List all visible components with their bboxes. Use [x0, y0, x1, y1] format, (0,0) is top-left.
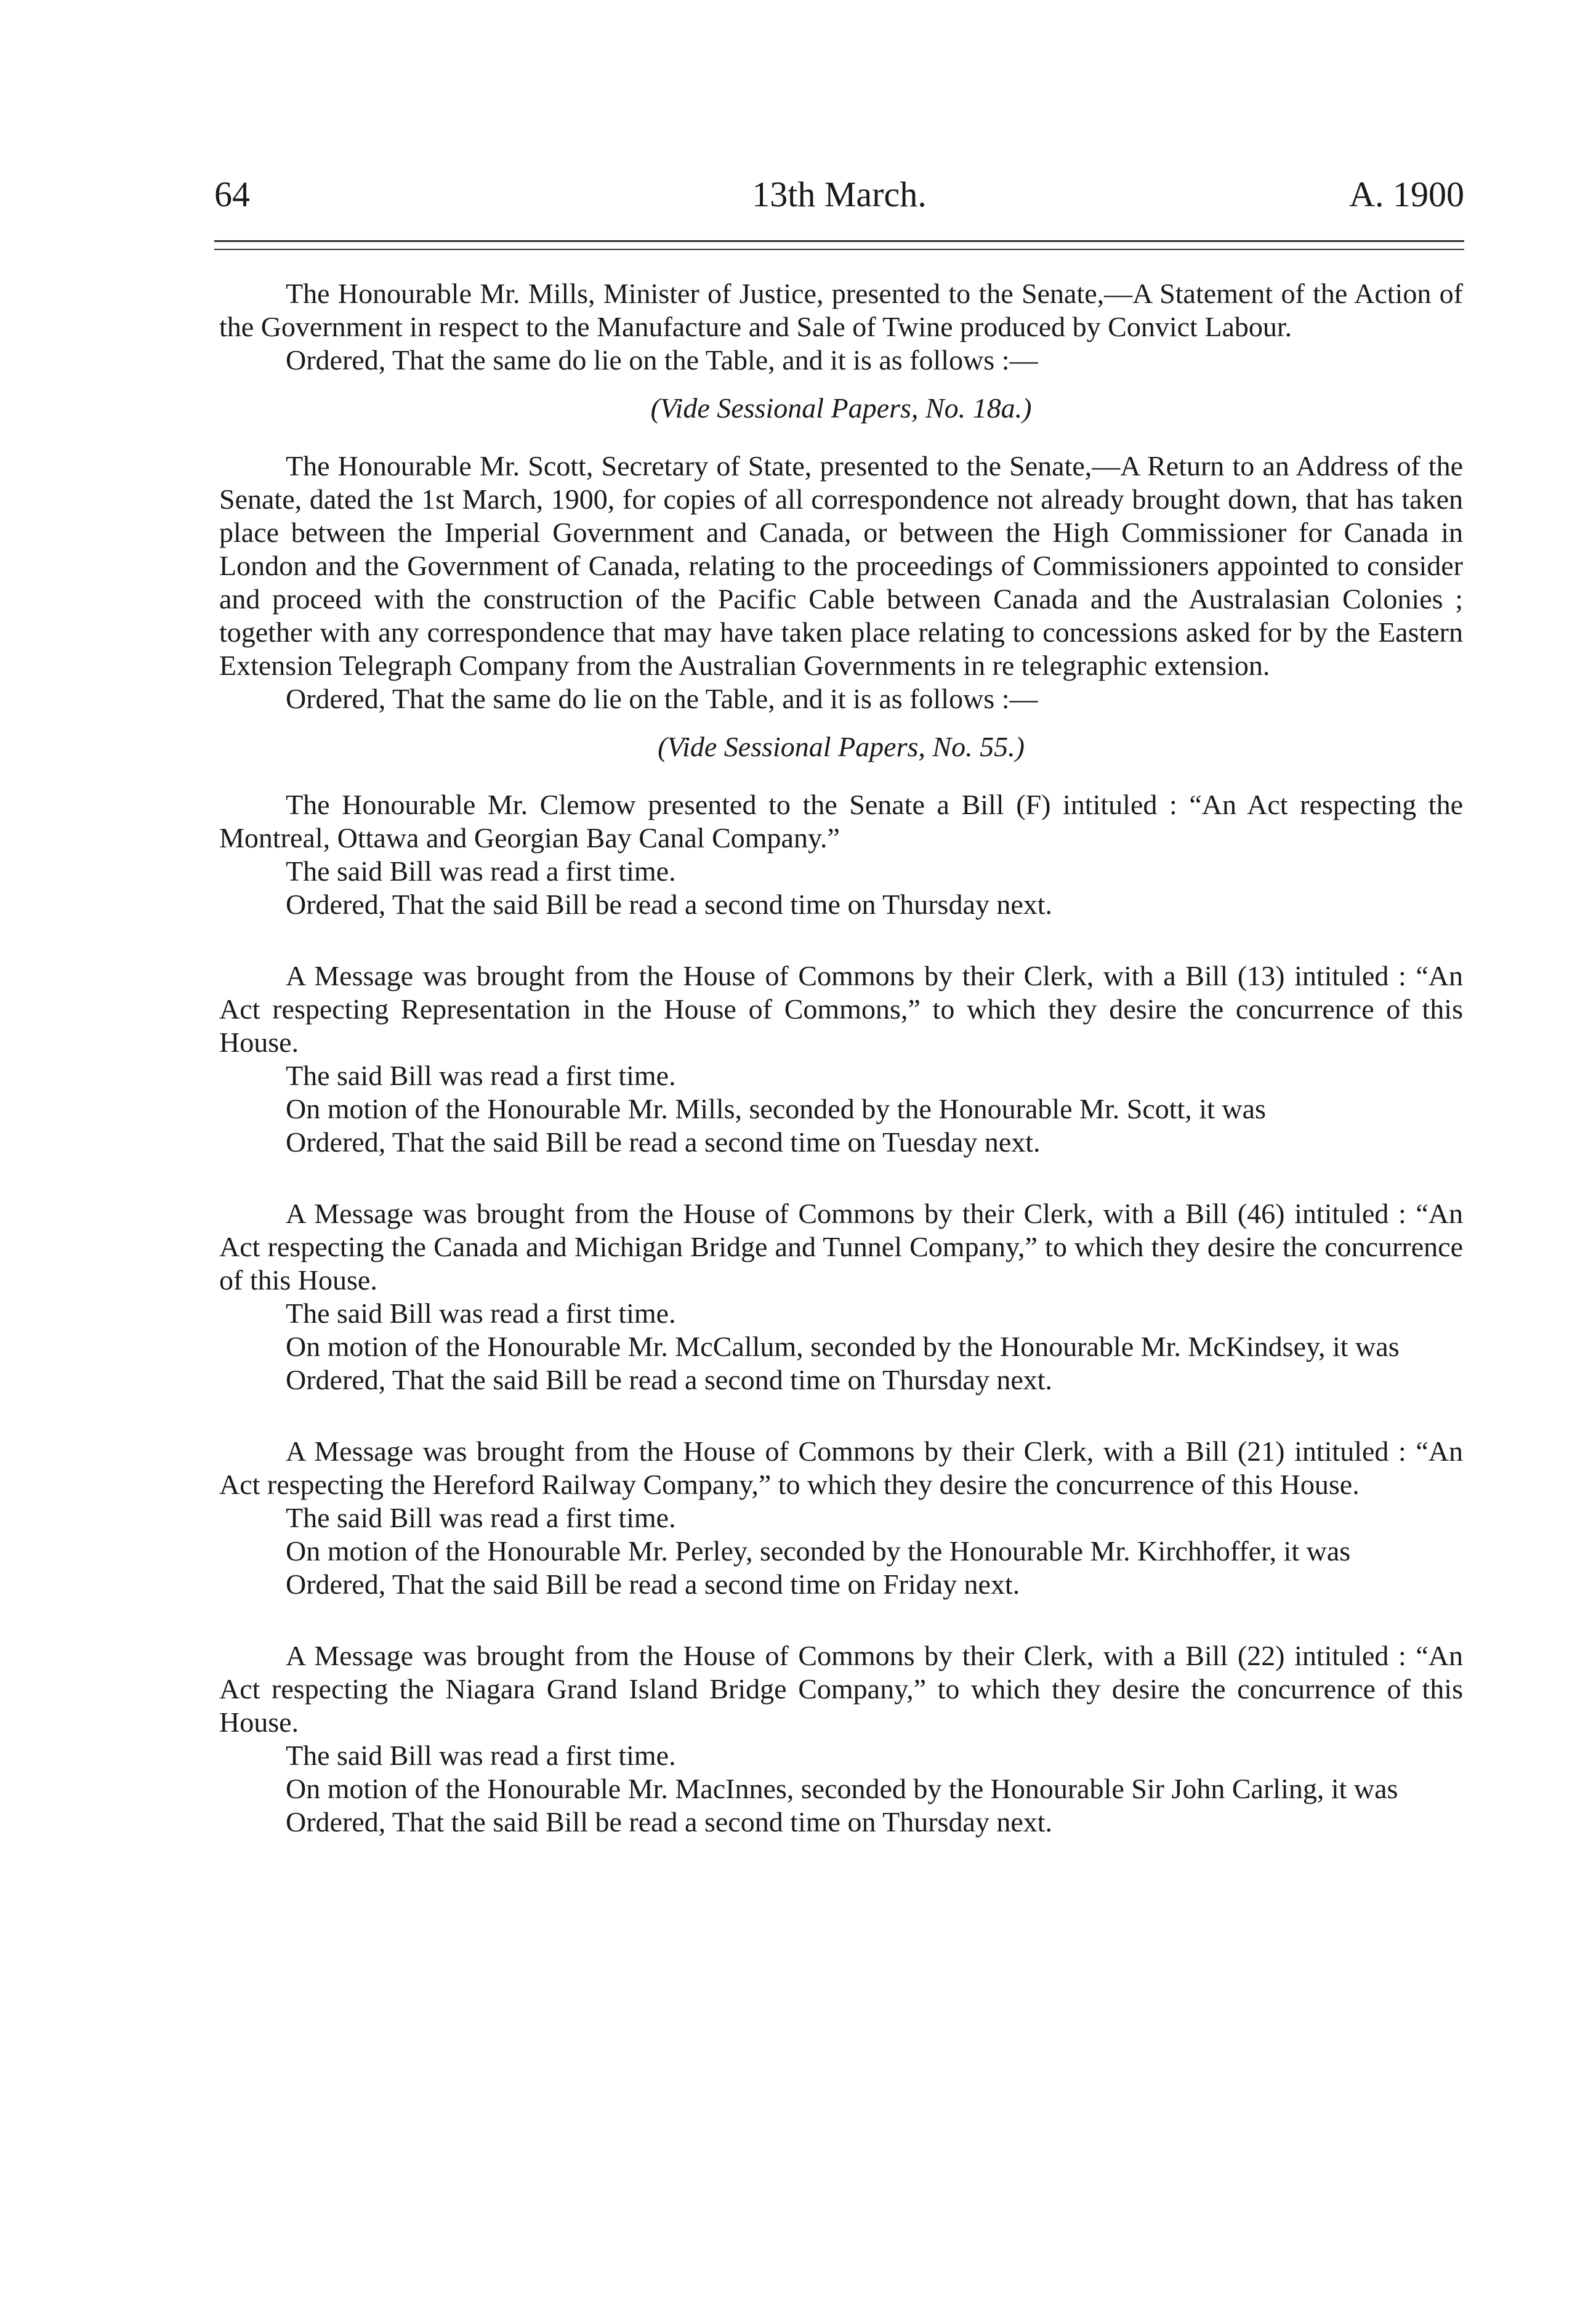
- entry-paragraph: Ordered, That the said Bill be read a second time on Tuesday next.: [286, 1126, 1041, 1158]
- entry-paragraph: A Message was brought from the House of Commons by their Clerk, with a Bill (46) intituled : “An Act respecting the Canada and Michigan Bridge and Tunnel Company,” to which they desire the concurrence of this House.: [219, 1198, 1463, 1296]
- page-date: 13th March.: [752, 174, 927, 214]
- entry-paragraph: Ordered, That the said Bill be read a second time on Friday next.: [286, 1568, 1020, 1600]
- entry-paragraph: A Message was brought from the House of Commons by their Clerk, with a Bill (13) intituled : “An Act respecting Representation in the House of Commons,” to which they desire the concurrence of this House.: [219, 960, 1463, 1058]
- page-number: 64: [214, 174, 250, 214]
- page-year: A. 1900: [1349, 174, 1464, 214]
- sessional-papers-reference: (Vide Sessional Papers, No. 18a.): [650, 392, 1032, 424]
- entry-paragraph: On motion of the Honourable Mr. Mills, seconded by the Honourable Mr. Scott, it was: [286, 1093, 1266, 1124]
- entry-paragraph: The said Bill was read a first time.: [286, 1060, 676, 1091]
- entry-paragraph: A Message was brought from the House of Commons by their Clerk, with a Bill (22) intituled : “An Act respecting the Niagara Grand Island Bridge Company,” to which they desire the concurrence of this House.: [219, 1640, 1463, 1738]
- entry-paragraph: The said Bill was read a first time.: [286, 1740, 676, 1771]
- page-header: [214, 170, 1464, 219]
- sessional-papers-reference: (Vide Sessional Papers, No. 55.): [658, 731, 1025, 762]
- entry-paragraph: The Honourable Mr. Mills, Minister of Justice, presented to the Senate,—A Statement of the Action of the Government in respect to the Manufacture and Sale of Twine produced by Convict Labour.: [219, 278, 1463, 342]
- entry-paragraph: On motion of the Honourable Mr. McCallum, seconded by the Honourable Mr. McKindsey, it was: [286, 1331, 1400, 1362]
- entry-paragraph: The said Bill was read a first time.: [286, 1298, 676, 1329]
- entry-paragraph: The said Bill was read a first time.: [286, 855, 676, 887]
- entry-paragraph: Ordered, That the said Bill be read a second time on Thursday next.: [286, 1364, 1053, 1395]
- entry-paragraph: Ordered, That the same do lie on the Table, and it is as follows :—: [286, 344, 1038, 376]
- entry-paragraph: The said Bill was read a first time.: [286, 1502, 676, 1533]
- journal-body: [219, 277, 1463, 1839]
- entry-paragraph: Ordered, That the said Bill be read a second time on Thursday next.: [286, 1806, 1053, 1838]
- header-rule-top: [214, 240, 1464, 242]
- entry-paragraph: Ordered, That the same do lie on the Table, and it is as follows :—: [286, 683, 1038, 714]
- entry-paragraph: The Honourable Mr. Scott, Secretary of State, presented to the Senate,—A Return to an Address of the Senate, dated the 1st March, 1900, for copies of all correspondence not already brought down, that has taken place between the Imperial Government and Canada, or between the High Commissioner for Canada in London and the Government of Canada, relating to the proceedings of Commissioners appointed to consider and proceed with the construction of the Pacific Cable between Canada and the Australasian Colonies ; together with any correspondence that may have taken place relating to concessions asked for by the Eastern Extension Telegraph Company from the Australian Governments in re telegraphic extension.: [219, 450, 1463, 681]
- entry-paragraph: A Message was brought from the House of Commons by their Clerk, with a Bill (21) intituled : “An Act respecting the Hereford Railway Company,” to which they desire the concurrence of this House.: [219, 1435, 1463, 1500]
- entry-paragraph: The Honourable Mr. Clemow presented to the Senate a Bill (F) intituled : “An Act respecting the Montreal, Ottawa and Georgian Bay Canal Company.”: [219, 789, 1463, 854]
- header-rule-bottom: [214, 249, 1464, 250]
- entry-paragraph: On motion of the Honourable Mr. MacInnes, seconded by the Honourable Sir John Carling, it was: [286, 1773, 1398, 1804]
- entry-paragraph: Ordered, That the said Bill be read a second time on Thursday next.: [286, 889, 1053, 920]
- entry-paragraph: On motion of the Honourable Mr. Perley, seconded by the Honourable Mr. Kirchhoffer, it was: [286, 1535, 1351, 1567]
